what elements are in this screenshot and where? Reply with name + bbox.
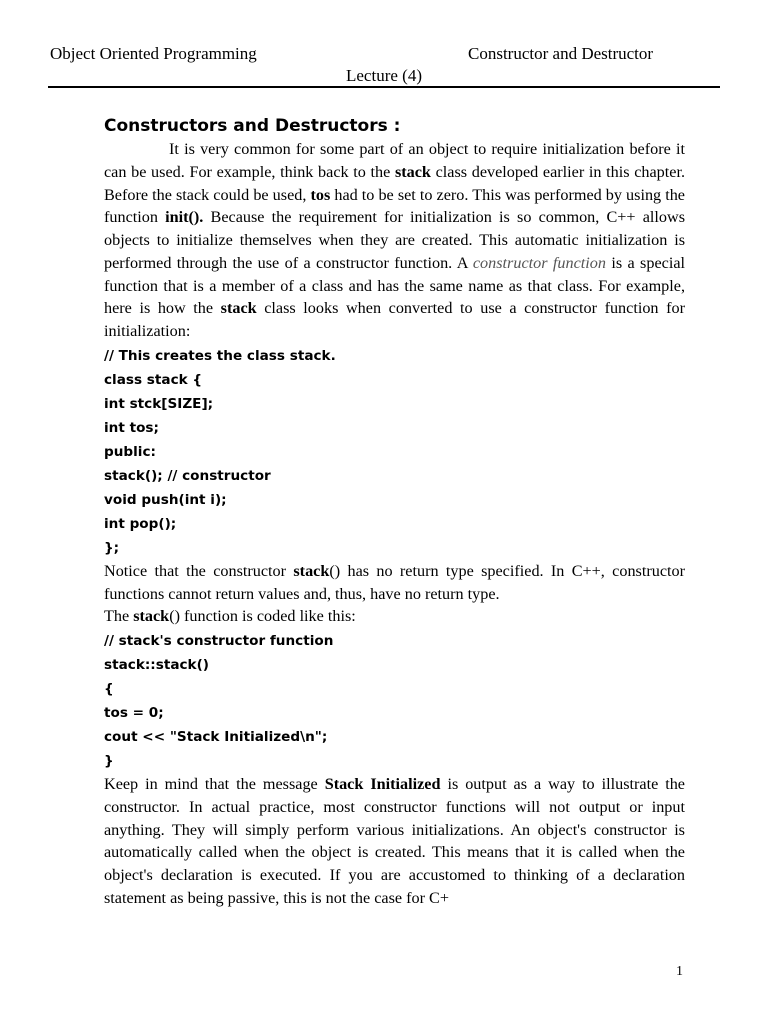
code-line: void push(int i); xyxy=(104,491,227,508)
bold-term: stack xyxy=(220,299,257,318)
text-run: had to be set to zero. This was performed by using the function xyxy=(104,185,685,227)
code-line: }; xyxy=(104,539,120,556)
code-line: class stack { xyxy=(104,371,203,388)
bold-term: stack xyxy=(293,561,330,580)
text-run: is a special function that is a member of a class and has the same name as that class. For example, here is how the xyxy=(104,253,685,318)
text-run: class developed earlier in this chapter. Before the stack could be used, xyxy=(104,162,685,204)
code-line: tos = 0; xyxy=(104,705,164,721)
code-line: // This creates the class stack. xyxy=(104,347,336,364)
code-line: public: xyxy=(104,443,156,460)
bold-term: tos xyxy=(310,185,331,204)
bold-term: stack xyxy=(394,162,431,181)
text-run: Notice that the constructor xyxy=(104,561,294,580)
code-line: } xyxy=(104,753,114,769)
header-course-title: Object Oriented Programming xyxy=(50,44,257,63)
code-line: int pop(); xyxy=(104,515,177,532)
text-run: It is very common for some part of an object to require initialization before it can be used. For example, think back to the xyxy=(104,140,685,181)
code-line: cout << "Stack Initialized\n"; xyxy=(104,729,328,745)
header-rule xyxy=(48,86,720,88)
code-line: stack::stack() xyxy=(104,657,210,673)
code-block-class-stack xyxy=(104,344,685,560)
coded-like-paragraph xyxy=(104,605,685,628)
code-line: { xyxy=(104,681,114,697)
italic-term: constructor function xyxy=(472,253,606,272)
text-run: class looks when converted to use a constructor function for initialization: xyxy=(104,299,685,340)
keep-in-mind-paragraph xyxy=(104,773,685,910)
header-lecture-number: Lecture (4) xyxy=(346,66,422,85)
section-title: Constructors and Destructors : xyxy=(104,116,401,136)
text-run: is output as a way to illustrate the constructor. In actual practice, most constructor functions will not output or input anything. They will simply perform various initializations. An object's constructor is automatically called when the object is created. This means that it is called when the object's declaration is executed. If you are accustomed to thinking of a declaration statement as being passive, this is not the case for C+ xyxy=(104,775,685,907)
text-run: Because the requirement for initialization is so common, C++ allows objects to initialize themselves when they are created. This automatic initialization is performed through the use of a constructor function. A xyxy=(104,208,685,272)
notice-paragraph xyxy=(104,560,685,606)
page-content xyxy=(104,114,685,910)
text-run: () has no return type specified. In C++, constructor functions cannot return values and, thus, have no return type. xyxy=(104,561,685,603)
code-line: int stck[SIZE]; xyxy=(104,395,214,412)
bold-term: init(). xyxy=(165,208,204,227)
text-run: Keep in mind that the message xyxy=(104,775,325,793)
text-run: The xyxy=(104,607,134,626)
header-topic: Constructor and Destructor xyxy=(468,44,654,63)
code-line: stack(); // constructor xyxy=(104,467,271,484)
code-block-constructor xyxy=(104,629,685,773)
text-run: () function is coded like this: xyxy=(169,607,356,626)
bold-term: stack xyxy=(133,607,170,626)
code-line: // stack's constructor function xyxy=(104,633,334,649)
bold-term: Stack Initialized xyxy=(324,775,441,793)
intro-paragraph xyxy=(104,138,685,343)
code-line: int tos; xyxy=(104,419,159,436)
page-number: 1 xyxy=(676,964,683,979)
